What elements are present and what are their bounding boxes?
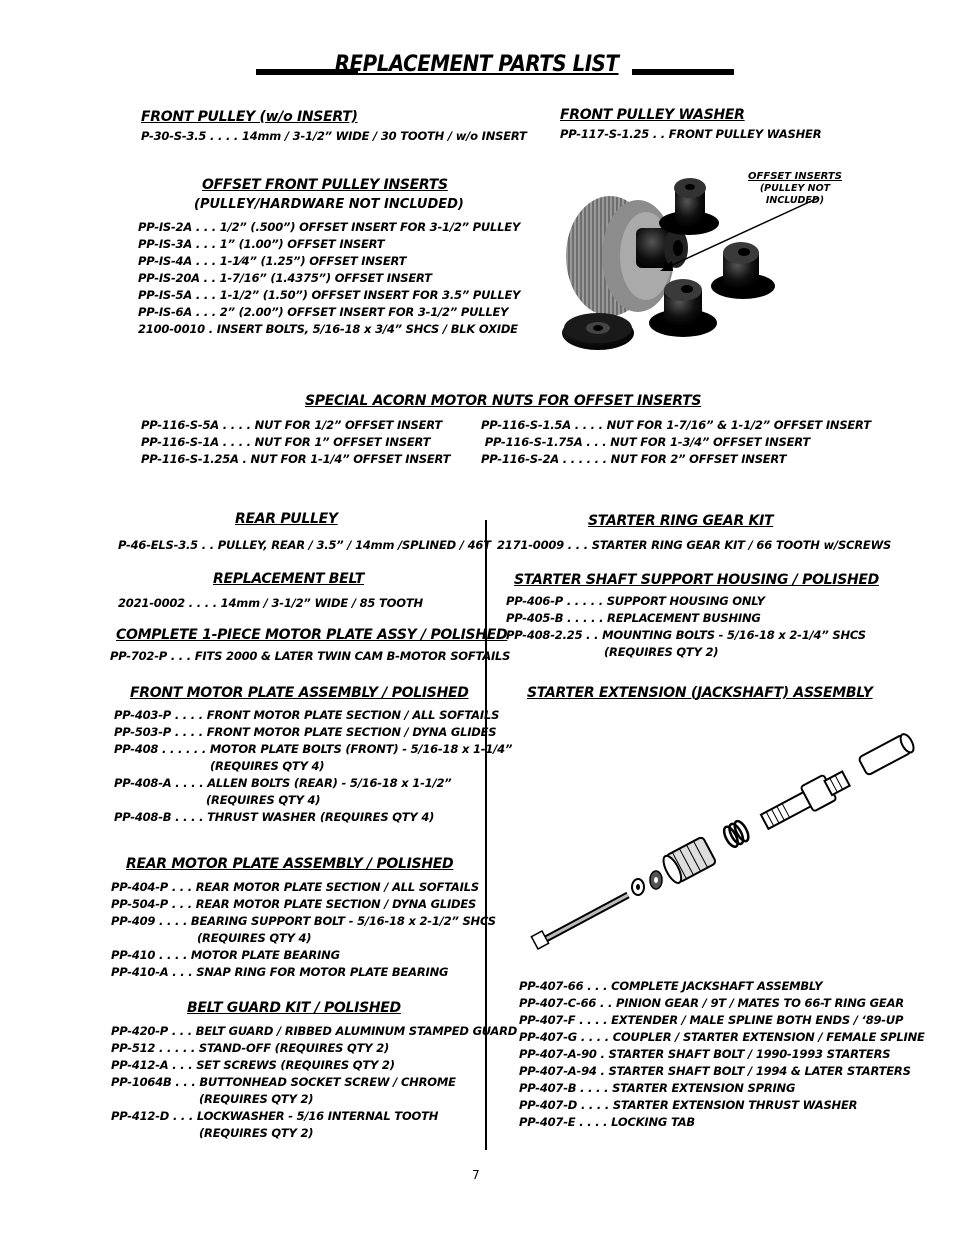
list-item: PP-407-D . . . . STARTER EXTENSION THRUST WASHER [519, 1098, 858, 1112]
starter-extension-heading: STARTER EXTENSION (JACKSHAFT) ASSEMBLY [527, 685, 873, 701]
belt-guard-heading: BELT GUARD KIT / POLISHED [187, 1000, 401, 1016]
starter-extension-list [519, 978, 925, 1131]
front-motor-plate-list [114, 707, 512, 826]
list-item: PP-407-A-90 . STARTER SHAFT BOLT / 1990-1993 STARTERS [519, 1047, 891, 1061]
starter-ring-gear-line: 2171-0009 . . . STARTER RING GEAR KIT / 66 TOOTH w/SCREWS [497, 538, 892, 552]
list-item: PP-IS-6A . . . 2” (2.00”) OFFSET INSERT FOR 3-1/2” PULLEY [138, 305, 509, 319]
front-motor-plate-heading: FRONT MOTOR PLATE ASSEMBLY / POLISHED [130, 685, 469, 701]
list-item: PP-412-A . . . SET SCREWS (REQUIRES QTY 2) [111, 1058, 395, 1072]
front-pulley-washer-line: PP-117-S-1.25 . . FRONT PULLEY WASHER [560, 127, 822, 141]
list-item: PP-IS-20A . . 1-7/16” (1.4375”) OFFSET INSERT [138, 271, 432, 285]
list-item: PP-407-G . . . . COUPLER / STARTER EXTENSION / FEMALE SPLINE [519, 1030, 925, 1044]
list-item: PP-116-S-1A . . . . NUT FOR 1” OFFSET INSERT [141, 435, 431, 449]
list-item: PP-406-P . . . . . SUPPORT HOUSING ONLY [506, 594, 765, 608]
motor-plate-assy-line: PP-702-P . . . FITS 2000 & LATER TWIN CAM B-MOTOR SOFTAILS [110, 649, 511, 663]
list-item: PP-408-A . . . . ALLEN BOLTS (REAR) - 5/16-18 x 1-1/2” [114, 776, 452, 790]
list-item: PP-408-B . . . . THRUST WASHER (REQUIRES QTY 4) [114, 810, 435, 824]
list-item: PP-407-66 . . . COMPLETE JACKSHAFT ASSEMBLY [519, 979, 823, 993]
front-pulley-line: P-30-S-3.5 . . . . 14mm / 3-1/2” WIDE / 30 TOOTH / w/o INSERT [141, 129, 527, 143]
belt-guard-list [111, 1023, 517, 1142]
list-item: PP-408 . . . . . . MOTOR PLATE BOLTS (FRONT) - 5/16-18 x 1-1/4” [114, 742, 513, 756]
list-item: PP-IS-2A . . . 1/2” (.500”) OFFSET INSERT FOR 3-1/2” PULLEY [138, 220, 521, 234]
motor-plate-assy-heading: COMPLETE 1-PIECE MOTOR PLATE ASSY / POLISHED [116, 627, 508, 643]
rear-pulley-heading: REAR PULLEY [235, 511, 338, 527]
list-item: PP-503-P . . . . FRONT MOTOR PLATE SECTION / DYNA GLIDES [114, 725, 497, 739]
list-item: PP-403-P . . . . FRONT MOTOR PLATE SECTION / ALL SOFTAILS [114, 708, 500, 722]
list-item: PP-405-B . . . . . REPLACEMENT BUSHING [506, 611, 761, 625]
acorn-nuts-left-list [141, 417, 450, 468]
starter-ring-gear-heading: STARTER RING GEAR KIT [588, 513, 774, 529]
page-title: REPLACEMENT PARTS LIST [335, 52, 619, 77]
list-item: (REQUIRES QTY 2) [604, 645, 719, 659]
replacement-belt-heading: REPLACEMENT BELT [213, 571, 364, 587]
acorn-nuts-right-list [481, 417, 871, 468]
offset-inserts-subheading: (PULLEY/HARDWARE NOT INCLUDED) [194, 197, 464, 212]
rear-motor-plate-list [111, 879, 496, 981]
list-item: PP-409 . . . . BEARING SUPPORT BOLT - 5/16-18 x 2-1/2” SHCS [111, 914, 496, 928]
offset-inserts-list [138, 219, 520, 338]
list-item: PP-407-F . . . . EXTENDER / MALE SPLINE BOTH ENDS / ‘89-UP [519, 1013, 904, 1027]
list-item: PP-412-D . . . LOCKWASHER - 5/16 INTERNAL TOOTH [111, 1109, 439, 1123]
list-item: PP-IS-3A . . . 1” (1.00”) OFFSET INSERT [138, 237, 385, 251]
list-item: (REQUIRES QTY 2) [199, 1126, 314, 1140]
list-item: (REQUIRES QTY 4) [210, 759, 325, 773]
list-item: PP-IS-5A . . . 1-1/2” (1.50”) OFFSET INSERT FOR 3.5” PULLEY [138, 288, 521, 302]
list-item: PP-1064B . . . BUTTONHEAD SOCKET SCREW / CHROME [111, 1075, 456, 1089]
list-item: (REQUIRES QTY 4) [206, 793, 321, 807]
list-item: PP-407-E . . . . LOCKING TAB [519, 1115, 695, 1129]
list-item: PP-407-A-94 . STARTER SHAFT BOLT / 1994 & LATER STARTERS [519, 1064, 911, 1078]
photo-caption-title: OFFSET INSERTS [748, 171, 842, 182]
list-item: (REQUIRES QTY 2) [199, 1092, 314, 1106]
list-item: PP-410 . . . . MOTOR PLATE BEARING [111, 948, 340, 962]
list-item: PP-420-P . . . BELT GUARD / RIBBED ALUMINUM STAMPED GUARD [111, 1024, 518, 1038]
front-pulley-heading: FRONT PULLEY (w/o INSERT) [141, 109, 358, 125]
list-item: PP-116-S-1.25A . NUT FOR 1-1/4” OFFSET INSERT [141, 452, 451, 466]
replacement-belt-line: 2021-0002 . . . . 14mm / 3-1/2” WIDE / 85 TOOTH [118, 596, 423, 610]
list-item: PP-116-S-1.75A . . . NUT FOR 1-3/4” OFFSET INSERT [481, 435, 811, 449]
list-item: PP-116-S-5A . . . . NUT FOR 1/2” OFFSET INSERT [141, 418, 443, 432]
list-item: PP-404-P . . . REAR MOTOR PLATE SECTION / ALL SOFTAILS [111, 880, 479, 894]
starter-shaft-support-heading: STARTER SHAFT SUPPORT HOUSING / POLISHED [514, 572, 879, 588]
acorn-nuts-heading: SPECIAL ACORN MOTOR NUTS FOR OFFSET INSERTS [305, 393, 702, 409]
list-item: PP-IS-4A . . . 1-1⁄4” (1.25”) OFFSET INSERT [138, 254, 407, 268]
list-item: PP-116-S-2A . . . . . . NUT FOR 2” OFFSET INSERT [481, 452, 787, 466]
page-number: 7 [472, 1168, 480, 1182]
list-item: PP-116-S-1.5A . . . . NUT FOR 1-7/16” & 1-1/2” OFFSET INSERT [481, 418, 871, 432]
list-item: PP-504-P . . . REAR MOTOR PLATE SECTION / DYNA GLIDES [111, 897, 477, 911]
list-item: 2100-0010 . INSERT BOLTS, 5/16-18 x 3/4” SHCS / BLK OXIDE [138, 322, 518, 336]
rear-pulley-line: P-46-ELS-3.5 . . PULLEY, REAR / 3.5” / 14mm /SPLINED / 46T [118, 538, 491, 552]
jackshaft-illustration [520, 715, 920, 965]
list-item: PP-407-B . . . . STARTER EXTENSION SPRING [519, 1081, 796, 1095]
list-item: PP-512 . . . . . STAND-OFF (REQUIRES QTY 2) [111, 1041, 390, 1055]
list-item: PP-408-2.25 . . MOUNTING BOLTS - 5/16-18 x 2-1/4” SHCS [506, 628, 866, 642]
rear-motor-plate-heading: REAR MOTOR PLATE ASSEMBLY / POLISHED [126, 856, 454, 872]
front-pulley-washer-heading: FRONT PULLEY WASHER [560, 107, 745, 123]
list-item: (REQUIRES QTY 4) [197, 931, 312, 945]
list-item: PP-407-C-66 . . PINION GEAR / 9T / MATES TO 66-T RING GEAR [519, 996, 904, 1010]
starter-shaft-support-list [506, 593, 866, 661]
photo-caption [730, 171, 860, 207]
offset-inserts-heading: OFFSET FRONT PULLEY INSERTS [202, 177, 448, 193]
photo-caption-note: (PULLEY NOT INCLUDED) [759, 183, 831, 206]
list-item: PP-410-A . . . SNAP RING FOR MOTOR PLATE BEARING [111, 965, 449, 979]
